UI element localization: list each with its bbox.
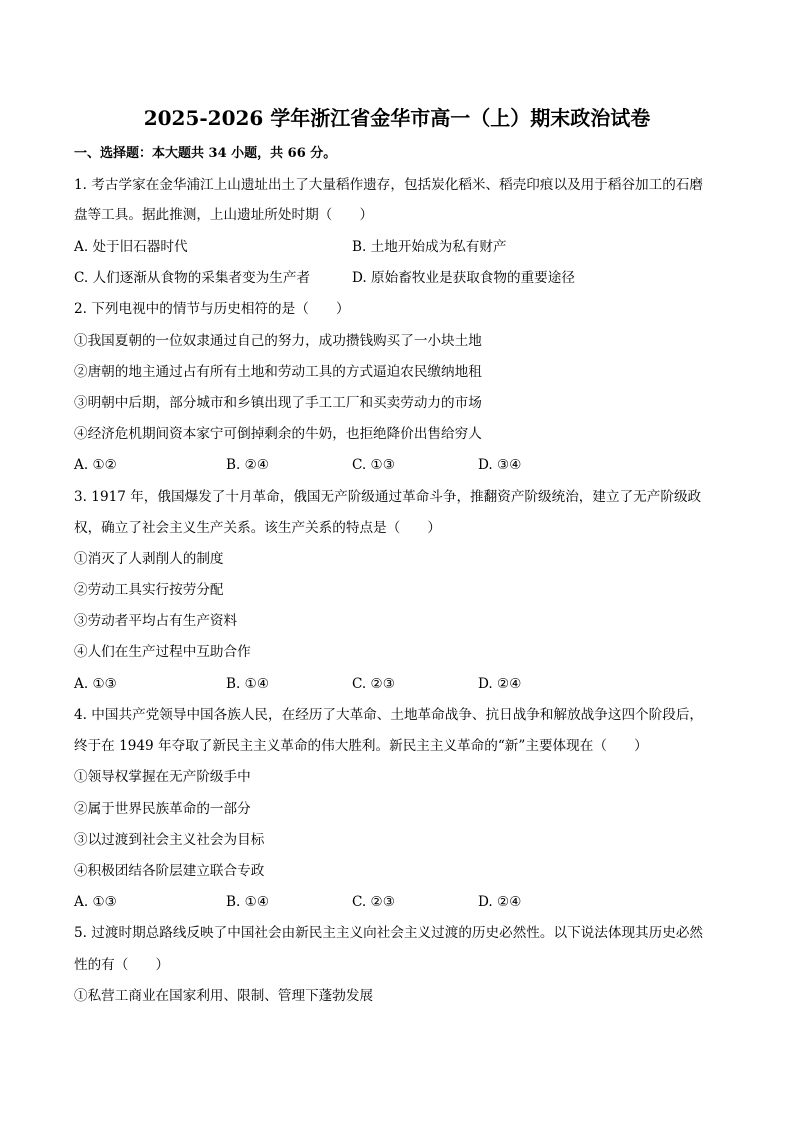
section-heading: 一、选择题：本大题共 34 小题，共 66 分。 xyxy=(74,146,337,161)
question-4-stem-line-2: 终于在 1949 年夺取了新民主主义革命的伟大胜利。新民主主义革命的“新”主要体现在（ ） xyxy=(74,738,648,754)
question-4-item-4: ④积极团结各阶层建立联合专政 xyxy=(74,863,265,879)
question-3-item-1: ①消灭了人剥削人的制度 xyxy=(74,551,224,567)
question-2-item-1: ①我国夏朝的一位奴隶通过自己的努力，成功攒钱购买了一小块土地 xyxy=(74,333,482,349)
question-2-option-a: A. ①② xyxy=(74,457,117,473)
question-5-stem-line-2: 性的有（ ） xyxy=(74,957,170,973)
question-3-option-d: D. ②④ xyxy=(478,676,522,692)
question-1-option-a: A. 处于旧石器时代 xyxy=(74,239,188,255)
question-3-option-b: B. ①④ xyxy=(226,676,270,692)
question-2-option-d: D. ③④ xyxy=(478,457,522,473)
question-4-option-b: B. ①④ xyxy=(226,894,270,910)
question-3-item-2: ②劳动工具实行按劳分配 xyxy=(74,582,224,598)
question-3-option-c: C. ②③ xyxy=(352,676,395,692)
question-1-stem-line-1: 1. 考古学家在金华浦江上山遗址出土了大量稻作遗存，包括炭化稻米、稻壳印痕以及用于稻谷加工的石磨 xyxy=(74,177,704,193)
question-4-item-3: ③以过渡到社会主义社会为目标 xyxy=(74,832,265,848)
question-1-option-d: D. 原始畜牧业是获取食物的重要途径 xyxy=(352,270,575,286)
question-3-item-3: ③劳动者平均占有生产资料 xyxy=(74,613,238,629)
question-4-stem-line-1: 4. 中国共产党领导中国各族人民，在经历了大革命、土地革命战争、抗日战争和解放战争这四个阶段后， xyxy=(74,707,704,723)
exam-title: 2025-2026 学年浙江省金华市高一（上）期末政治试卷 xyxy=(143,106,651,130)
question-3-stem-line-1: 3. 1917 年，俄国爆发了十月革命，俄国无产阶级通过革命斗争，推翻资产阶级统治，建立了无产阶级政 xyxy=(74,489,702,505)
question-2-option-c: C. ①③ xyxy=(352,457,395,473)
question-4-item-1: ①领导权掌握在无产阶级手中 xyxy=(74,769,251,785)
question-4-option-d: D. ②④ xyxy=(478,894,522,910)
question-3-stem-line-2: 权，确立了社会主义生产关系。该生产关系的特点是（ ） xyxy=(74,520,442,536)
question-3-item-4: ④人们在生产过程中互助合作 xyxy=(74,644,251,660)
question-5-item-1: ①私营工商业在国家利用、限制、管理下蓬勃发展 xyxy=(74,988,374,1004)
question-2-item-4: ④经济危机期间资本家宁可倒掉剩余的牛奶，也拒绝降价出售给穷人 xyxy=(74,426,482,442)
question-2-item-3: ③明朝中后期，部分城市和乡镇出现了手工工厂和买卖劳动力的市场 xyxy=(74,395,482,411)
question-2-item-2: ②唐朝的地主通过占有所有土地和劳动工具的方式逼迫农民缴纳地租 xyxy=(74,364,482,380)
question-4-option-c: C. ②③ xyxy=(352,894,395,910)
question-5-stem-line-1: 5. 过渡时期总路线反映了中国社会由新民主主义向社会主义过渡的历史必然性。以下说法体现其历史必然 xyxy=(74,925,704,941)
question-2-stem: 2. 下列电视中的情节与历史相符的是（ ） xyxy=(74,301,350,317)
question-1-option-c: C. 人们逐渐从食物的采集者变为生产者 xyxy=(74,270,311,286)
question-1-stem-line-2: 盘等工具。据此推测，上山遗址所处时期（ ） xyxy=(74,207,374,223)
question-1-option-b: B. 土地开始成为私有财产 xyxy=(352,239,507,255)
question-4-option-a: A. ①③ xyxy=(74,894,117,910)
question-2-option-b: B. ②④ xyxy=(226,457,270,473)
question-3-option-a: A. ①③ xyxy=(74,676,117,692)
question-4-item-2: ②属于世界民族革命的一部分 xyxy=(74,801,251,817)
